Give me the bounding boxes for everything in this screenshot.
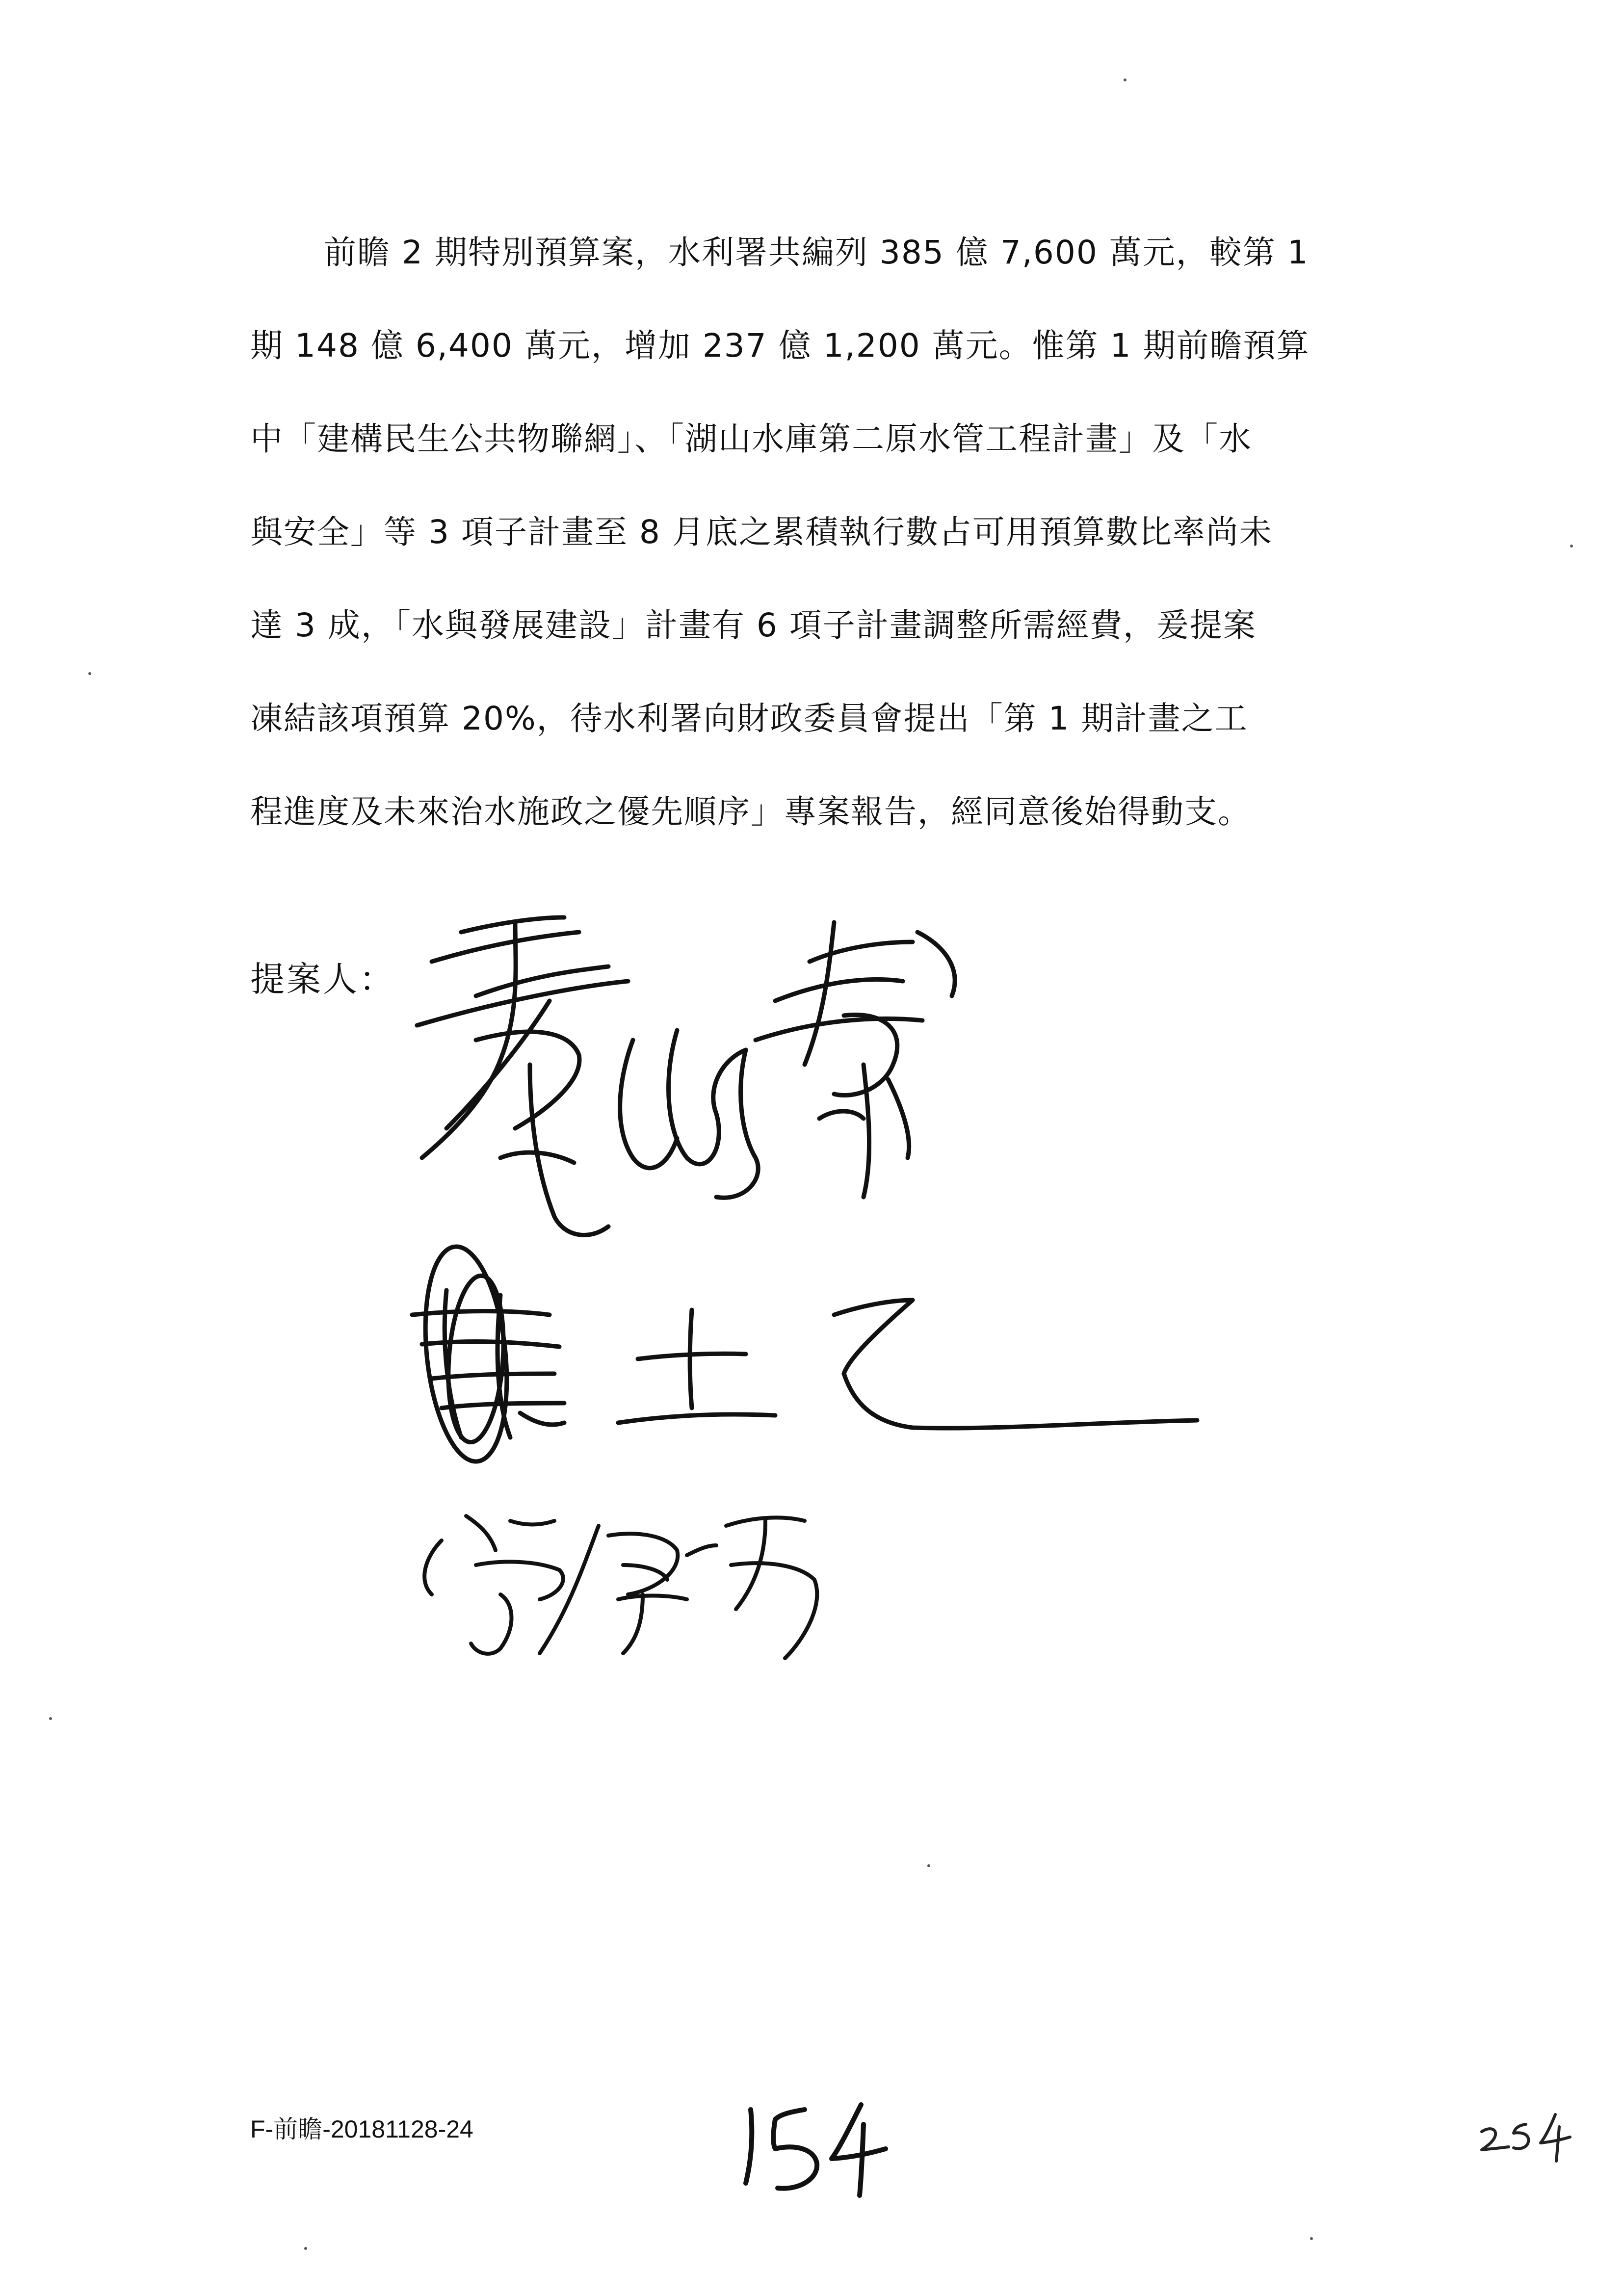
scan-speck	[927, 1864, 930, 1867]
paragraph-line: 程進度及未來治水施政之優先順序」專案報告，經同意後始得動支。	[250, 793, 1251, 831]
scan-speck	[1570, 545, 1573, 548]
paragraph-line: 達 3 成，「水與發展建設」計畫有 6 項子計畫調整所需經費，爰提案	[250, 606, 1257, 644]
signature-1	[402, 903, 1055, 1266]
handwritten-page-number	[731, 2090, 888, 2198]
handwritten-corner-mark	[1472, 2105, 1585, 2168]
scan-speck	[1310, 2237, 1313, 2240]
scan-speck	[49, 1717, 52, 1720]
proposer-label: 提案人：	[250, 959, 395, 999]
paragraph-line: 與安全」等 3 項子計畫至 8 月底之累積執行數占可用預算數比率尚未	[250, 513, 1273, 551]
signature-3	[412, 1496, 834, 1683]
signature-2	[402, 1226, 1207, 1501]
scan-speck	[88, 672, 91, 675]
scan-speck	[1124, 78, 1126, 81]
paragraph-line: 凍結該項預算 20%，待水利署向財政委員會提出「第 1 期計畫之工	[250, 700, 1248, 737]
paragraph-line: 中「建構民生公共物聯網」、「湖山水庫第二原水管工程計畫」及「水	[250, 420, 1252, 458]
footer-document-code: F-前瞻-20181128-24	[250, 2115, 473, 2143]
paragraph-line: 期 148 億 6,400 萬元，增加 237 億 1,200 萬元。惟第 1 期前瞻預算	[250, 327, 1310, 365]
paragraph-line: 前瞻 2 期特別預算案，水利署共編列 385 億 7,600 萬元，較第 1	[324, 234, 1309, 271]
proposal-paragraph	[250, 206, 1393, 859]
scan-speck	[304, 2247, 307, 2250]
